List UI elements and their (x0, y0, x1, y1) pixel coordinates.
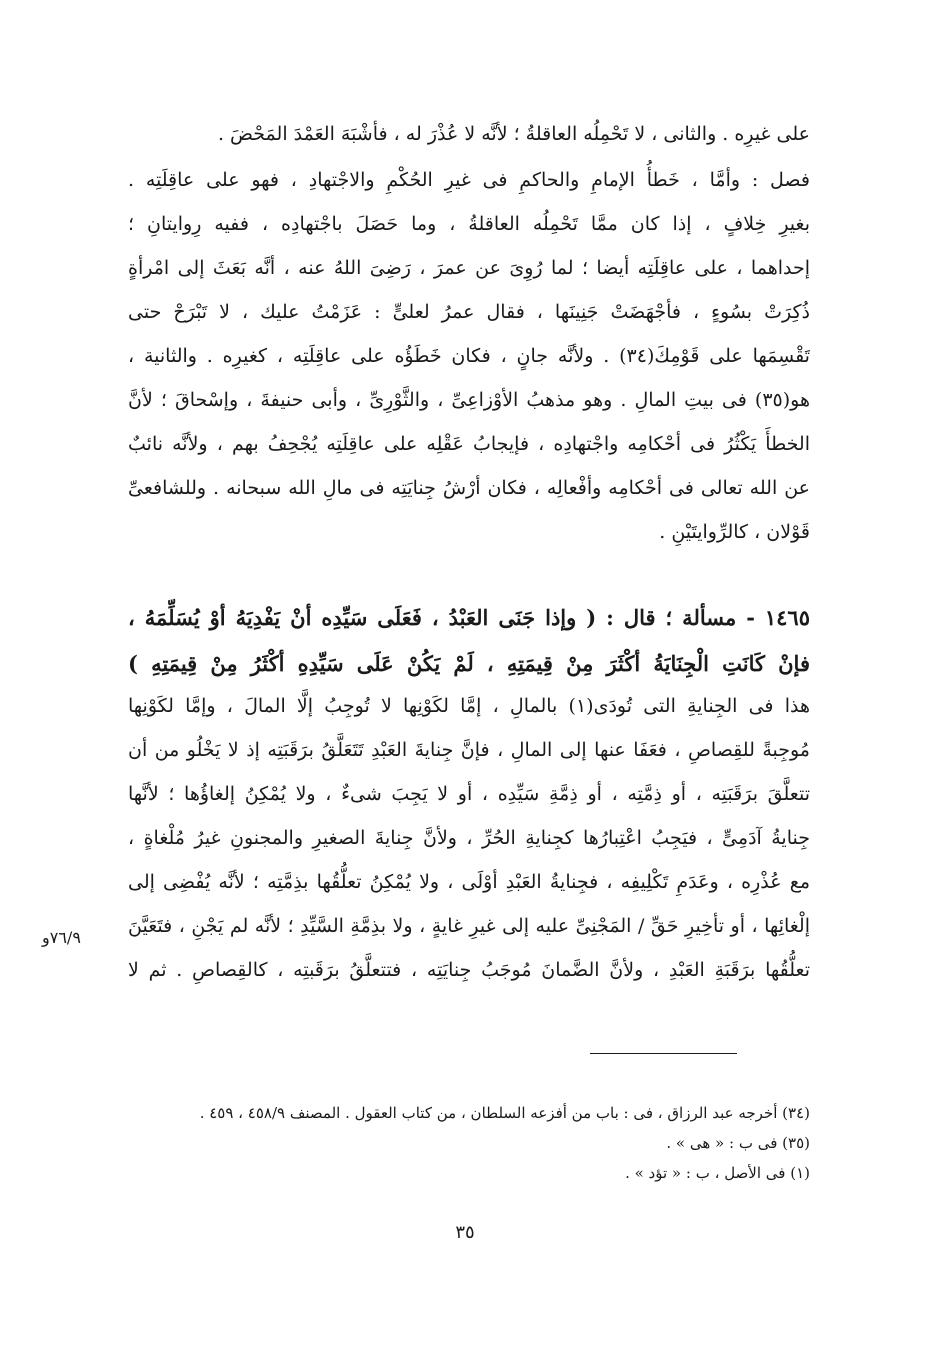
text-line: فصل : وأمَّا ، خَطأُ الإمامِ والحاكمِ فى غيرِ الحُكْمِ والاجْتهادِ ، فهو على عاقِلَتِه . (128, 169, 810, 191)
text-line: هو(٣٥) فى بيتِ المالِ . وهو مذهبُ الأوْزاعِىِّ ، والثَّوْرِىِّ ، وأبى حنيفةَ ، وإسْحاقَ ؛ لأنَّ (128, 389, 810, 411)
text-line: بغيرِ خِلافٍ ، إذا كان ممَّا تَحْمِلُه العاقلةُ ، وما حَصَلَ باجْتهادِه ، ففيه رِوايتانِ ؛ (128, 213, 810, 235)
heading-line: فإنْ كَانَتِ الْجِنَايَةُ أكْثَرَ مِنْ قِيمَتِهِ ، لَمْ يَكُنْ عَلَى سَيِّدِهِ أكْثَرُ مِنْ قِيمَتِهِ ) (128, 651, 810, 676)
footnote: (٣٥) فى ب : « هى » . (666, 1134, 810, 1152)
manuscript-folio-note: ٧٦/٩و (42, 928, 81, 947)
footnote-separator (590, 1053, 737, 1054)
text-line: ذُكِرَتْ بسُوءٍ ، فأجْهَضَتْ جَنِينَها ، فقال عمرُ لعلىٍّ : عَزَمْتُ عليك ، لا تَبْرَحْ حتى (128, 301, 810, 323)
text-line: مع عُذْرِه ، وعَدَمِ تَكْلِيفِه ، فجِنايةُ العَبْدِ أوْلَى ، ولا يُمْكِنُ تعلُّقُها بذِمَّتِه ؛ لأنَّه يُفْضِى إلى (128, 871, 810, 893)
text-line: تعلُّقُها برَقَبَةِ العَبْدِ ، ولأنَّ الضَّمانَ مُوجَبُ جِنايَتِه ، فتتعلَّقُ برَقَبتِه ، كالقِصاصِ . ثم لا (128, 959, 810, 981)
footnote: (٣٤) أخرجه عبد الرزاق ، فى : باب من أفزعه السلطان ، من كتاب العقول . المصنف ٤٥٨/٩ ، ٤٥٩ . (199, 1104, 810, 1122)
heading-line: ١٤٦٥ - مسألة ؛ قال : ( وإذا جَنَى العَبْدُ ، فَعَلَى سَيِّدِه أنْ يَفْدِيَهُ أوْ يُسَلِّمَهُ ، (128, 605, 810, 630)
text-line: إلْغائِها ، أو تأخِيرِ حَقِّ / المَجْنِىِّ عليه إلى غيرِ غايةٍ ، ولا بذِمَّةِ السَّيِّدِ ؛ لأنَّه لم يَجْنِ ، فتَعَيَّنَ (128, 915, 810, 937)
footnote: (١) فى الأصل ، ب : « تؤد » . (625, 1164, 810, 1182)
text-line: تَقْسِمَها على قَوْمِكَ(٣٤) . ولأنَّه جانٍ ، فكان خَطَؤُه على عاقِلَتِه ، كغيرِه . والثانية ، (128, 345, 810, 367)
paragraph-1 (128, 112, 810, 156)
paragraph-2 (128, 158, 810, 554)
section-heading (128, 595, 810, 687)
text-line: الخطأَ يَكْثُرُ فى أحْكامِه واجْتهادِه ، فإيجابُ عَقْلِه على عاقِلَتِه يُجْحِفُ بهم ، ولأنَّه نائبٌ (128, 433, 810, 455)
text-line: مُوجِبةً للقِصاصِ ، فعَفَا عنها إلى المالِ ، فإنَّ جِنايةَ العَبْدِ تَتَعَلَّقُ برَقَبَتِه إذ لا يَخْلُو من أن (128, 739, 810, 761)
text-line: عن الله تعالى فى أحْكامِه وأفْعالِه ، فكان أرْشُ جِنايَتِه فى مالِ الله سبحانه . وللشافعىِّ (128, 477, 810, 499)
text-line: هذا فى الجِنايةِ التى تُودَى(١) بالمالِ ، إمَّا لكَوْنِها لا تُوجِبُ إلَّا المالَ ، وإمَّا لكَوْنِها (128, 695, 810, 717)
text-line: على غيرِه . والثانى ، لا تَحْمِلُه العاقلةُ ؛ لأنَّه لا عُذْرَ له ، فأشْبَهَ العَمْدَ المَحْضَ . (217, 123, 810, 145)
text-line: قَوْلان ، كالرِّوايتَيْنِ . (659, 521, 810, 543)
page-number: ٣٥ (455, 1222, 475, 1243)
paragraph-3 (128, 684, 810, 992)
text-line: جِنايةُ آدَمِىٍّ ، فيَجِبُ اعْتِبارُها كجِنايةِ الحُرِّ ، ولأنَّ جِنايةَ الصغيرِ والمجنونِ غيرُ مُلْغاةٍ ، (128, 827, 810, 849)
text-line: إحداهما ، على عاقِلَتِه أيضا ؛ لما رُوِىَ عن عمرَ ، رَضِىَ اللهُ عنه ، أنَّه بَعَثَ إلى امْرأةٍ (128, 257, 810, 279)
text-line: تتعلَّقَ برَقَبَتِه ، أو ذِمَّتِه ، أو ذِمَّةِ سَيِّدِه ، أو لا يَجِبَ شىءٌ ، ولا يُمْكِنُ إلغاؤُها ؛ لأنَّها (128, 783, 810, 805)
footnotes (140, 1098, 810, 1188)
